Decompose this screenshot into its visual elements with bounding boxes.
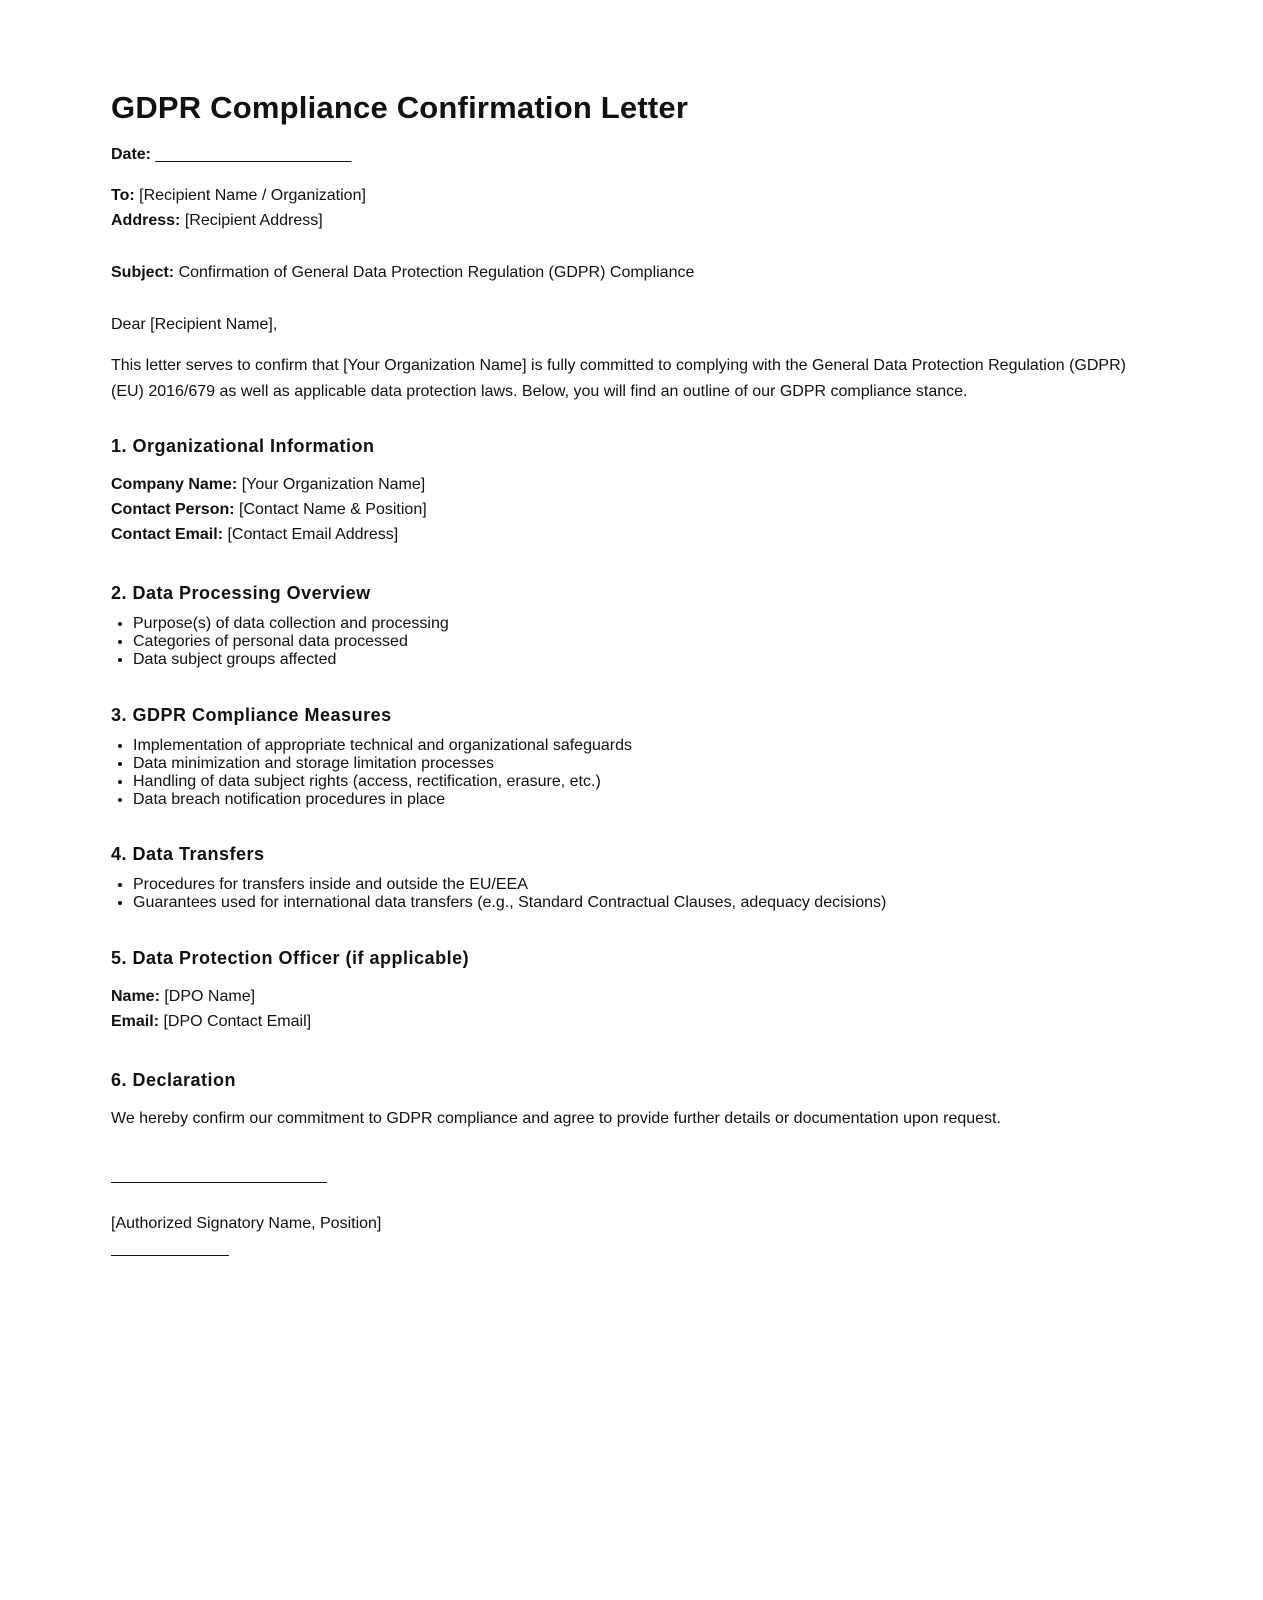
recipient-block (111, 183, 1133, 233)
list-item: • Purpose(s) of data collection and processing (133, 615, 1133, 633)
to-label: To: (111, 187, 135, 204)
greeting: Dear [Recipient Name], (111, 316, 278, 333)
address-value: [Recipient Address] (184, 212, 323, 229)
list-item: • Data subject groups affected (133, 651, 1133, 669)
section-heading-organizational-information: 1. Organizational Information (111, 436, 375, 456)
dpo-email-label: Email: (111, 1013, 160, 1030)
section-heading-data-processing: 2. Data Processing Overview (111, 583, 371, 603)
dpo-email-line (111, 1009, 1133, 1034)
company-name-line (111, 472, 1133, 497)
date-label: Date: (111, 146, 152, 163)
data-transfers-list (111, 876, 1133, 912)
list-item: • Categories of personal data processed (133, 633, 1133, 651)
list-item: • Handling of data subject rights (access, rectification, erasure, etc.) (133, 773, 1133, 791)
signature-line (111, 1182, 327, 1183)
signature-date-line (111, 1255, 229, 1256)
list-item: • Guarantees used for international data transfers (e.g., Standard Contractual Clauses, adequacy decisions) (133, 894, 1133, 912)
compliance-measures-list (111, 737, 1133, 809)
declaration-text: We hereby confirm our commitment to GDPR compliance and agree to provide further details or documentation upon request. (111, 1110, 1001, 1127)
subject-line (111, 260, 1133, 285)
contact-person-line (111, 497, 1133, 522)
list-item: • Data breach notification procedures in place (133, 791, 1133, 809)
section-heading-compliance-measures: 3. GDPR Compliance Measures (111, 705, 392, 725)
contact-email-value: [Contact Email Address] (227, 526, 399, 543)
section-heading-declaration: 6. Declaration (111, 1070, 237, 1090)
dpo-name-value: [DPO Name] (164, 988, 256, 1005)
date-blank: ______________________ (155, 146, 352, 163)
contact-person-label: Contact Person: (111, 501, 235, 518)
company-name-value: [Your Organization Name] (241, 476, 426, 493)
signatory-name: [Authorized Signatory Name, Position] (111, 1215, 382, 1232)
intro-paragraph: This letter serves to confirm that [Your Organization Name] is fully committed to complying with the General Data Protection Regulation (GDPR) (EU) 2016/679 as well as applicable data protection laws. Below, you will find an outline of our GDPR compliance stance. (111, 357, 1126, 400)
section-heading-data-transfers: 4. Data Transfers (111, 844, 265, 864)
list-item: • Data minimization and storage limitation processes (133, 755, 1133, 773)
recipient-address-line (111, 208, 1133, 233)
dpo-email-value: [DPO Contact Email] (163, 1013, 312, 1030)
to-value: [Recipient Name / Organization] (139, 187, 366, 204)
contact-person-value: [Contact Name & Position] (239, 501, 427, 518)
contact-email-line (111, 522, 1133, 547)
data-processing-list (111, 615, 1133, 669)
subject-label: Subject: (111, 264, 175, 281)
company-name-label: Company Name: (111, 476, 238, 493)
date-line (111, 142, 1133, 167)
list-item: • Implementation of appropriate technical and organizational safeguards (133, 737, 1133, 755)
organizational-fields (111, 472, 1133, 547)
address-label: Address: (111, 212, 181, 229)
dpo-name-line (111, 984, 1133, 1009)
subject-value: Confirmation of General Data Protection Regulation (GDPR) Compliance (178, 264, 695, 281)
section-heading-dpo: 5. Data Protection Officer (if applicable) (111, 948, 470, 968)
dpo-name-label: Name: (111, 988, 160, 1005)
recipient-to-line (111, 183, 1133, 208)
letter-title: GDPR Compliance Confirmation Letter (111, 90, 689, 125)
list-item: • Procedures for transfers inside and outside the EU/EEA (133, 876, 1133, 894)
dpo-fields (111, 984, 1133, 1034)
contact-email-label: Contact Email: (111, 526, 224, 543)
